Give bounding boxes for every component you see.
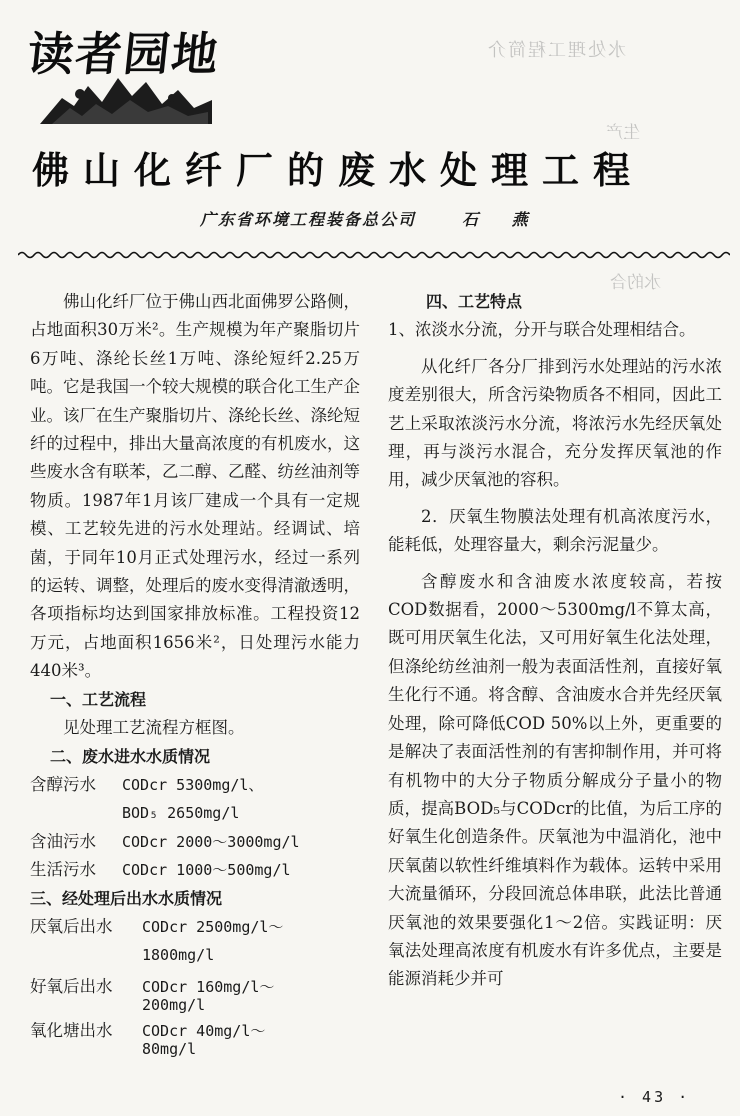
quality-label: 厌氧后出水 — [30, 916, 113, 936]
quality-row — [30, 1022, 360, 1040]
quality-row — [30, 799, 360, 827]
quality-row — [30, 913, 360, 941]
bleed-through-text: 水处理工程简介 — [486, 40, 626, 61]
bleed-through-text: 水的合 — [610, 273, 661, 293]
feature-point-2: 2．厌氧生物膜法处理有机高浓度污水，能耗低，处理容量大，剩余污泥量少。 — [388, 506, 722, 555]
quality-value: CODcr 5300mg/l、 — [122, 775, 264, 794]
quality-label: 生活污水 — [30, 860, 96, 880]
bleed-through-text: 生产 — [606, 123, 640, 143]
right-column — [388, 288, 722, 994]
left-column — [30, 288, 360, 1058]
feature-point-1: 1、浓淡水分流，分开与联合处理相结合。 — [388, 320, 696, 340]
quality-row — [30, 941, 360, 969]
quality-row — [30, 1040, 360, 1058]
quality-value: CODcr 1000～500mg/l — [122, 861, 291, 880]
inflow-quality-list — [30, 771, 360, 885]
quality-label — [30, 996, 142, 1014]
quality-row — [30, 771, 360, 799]
quality-value: BOD₅ 2650mg/l — [122, 804, 240, 823]
quality-value: CODcr 40mg/l～ — [142, 1021, 266, 1040]
author-name: 石 燕 — [462, 210, 542, 229]
section-title-features: 四、工艺特点 — [426, 292, 523, 311]
quality-value: 1800mg/l — [142, 946, 215, 965]
quality-value: CODcr 160mg/l～ — [142, 977, 275, 996]
byline — [200, 207, 542, 230]
column-logo — [22, 12, 223, 130]
article-title: 佛山化纤厂的废水处理工程 — [32, 149, 644, 192]
wavy-divider — [18, 250, 730, 260]
outflow-quality-list — [30, 913, 360, 1058]
quality-value: CODcr 2500mg/l～ — [142, 917, 284, 936]
affiliation: 广东省环境工程装备总公司 — [200, 210, 417, 229]
quality-label: 好氧后出水 — [30, 976, 113, 996]
feature-point-2-body: 含醇废水和含油废水浓度较高，若按COD数据看，2000～5300mg/l不算太高，既可用厌氧生化法，又可用好氧生化法处理，但涤纶纺丝油剂一般为表面活性剂，直接好氧生化行不通。将含醇、含油废水合并先经厌氧处理，除可降低COD 50%以上外，更重要的是解决了表面活性剂的有害抑制作用，并可将有机物中的大分子物质分解成分子量小的物质，提高BOD₅与CODcr的比值，为后工序的好氧生化创造条件。厌氧池为中温消化，池中厌氧菌以软性纤维填料作为载体。运转中采用大流量循环，分段回流总体串联，此法比普通厌氧池的效果要强化1～2倍。实践证明：厌氧法处理高浓度有机废水有许多优点，主要是能源消耗少并可 — [388, 571, 722, 989]
page-number: · 43 · — [618, 1088, 691, 1106]
quality-row — [30, 856, 360, 884]
quality-value: 80mg/l — [142, 1039, 197, 1058]
quality-row — [30, 978, 360, 996]
quality-label — [30, 1040, 142, 1058]
section-title-outflow: 三、经处理后出水水质情况 — [30, 888, 223, 908]
quality-label: 含油污水 — [30, 831, 96, 851]
quality-label — [30, 799, 122, 827]
column-logo-text: 读者园地 — [24, 27, 223, 81]
quality-row — [30, 996, 360, 1014]
quality-label: 氧化塘出水 — [30, 1020, 113, 1040]
section-text-process: 见处理工艺流程方框图。 — [63, 718, 245, 738]
quality-label: 含醇污水 — [30, 774, 96, 794]
quality-value: 200mg/l — [142, 995, 206, 1014]
feature-point-1-body: 从化纤厂各分厂排到污水处理站的污水浓度差别很大，所含污染物质各不相同，因此工艺上采取浓淡污水分流，将浓污水先经厌氧处理，再与淡污水混合，充分发挥厌氧池的作用，减少厌氧池的容积。 — [388, 356, 722, 490]
section-title-inflow: 二、废水进水水质情况 — [50, 746, 211, 766]
quality-label — [30, 941, 142, 969]
intro-paragraph: 佛山化纤厂位于佛山西北面佛罗公路侧，占地面积30万米²。生产规模为年产聚脂切片6万吨、涤纶长丝1万吨、涤纶短纤2.25万吨。它是我国一个较大规模的联合化工生产企业。该厂在生产聚脂切片、涤纶长丝、涤纶短纤的过程中，排出大量高浓度的有机废水，这些废水含有联苯，乙二醇、乙醛、纺丝油剂等物质。1987年1月该厂建成一个具有一定规模、工艺较先进的污水处理站。经调试、培菌，于同年10月正式处理污水，经过一系列的运转、调整，处理后的废水变得清澈透明，各项指标均达到国家排放标准。工程投资12万元，占地面积1656米²，日处理污水能力440米³。 — [30, 292, 360, 681]
quality-row — [30, 828, 360, 856]
quality-value: CODcr 2000～3000mg/l — [122, 832, 300, 851]
section-title-process: 一、工艺流程 — [50, 689, 147, 709]
